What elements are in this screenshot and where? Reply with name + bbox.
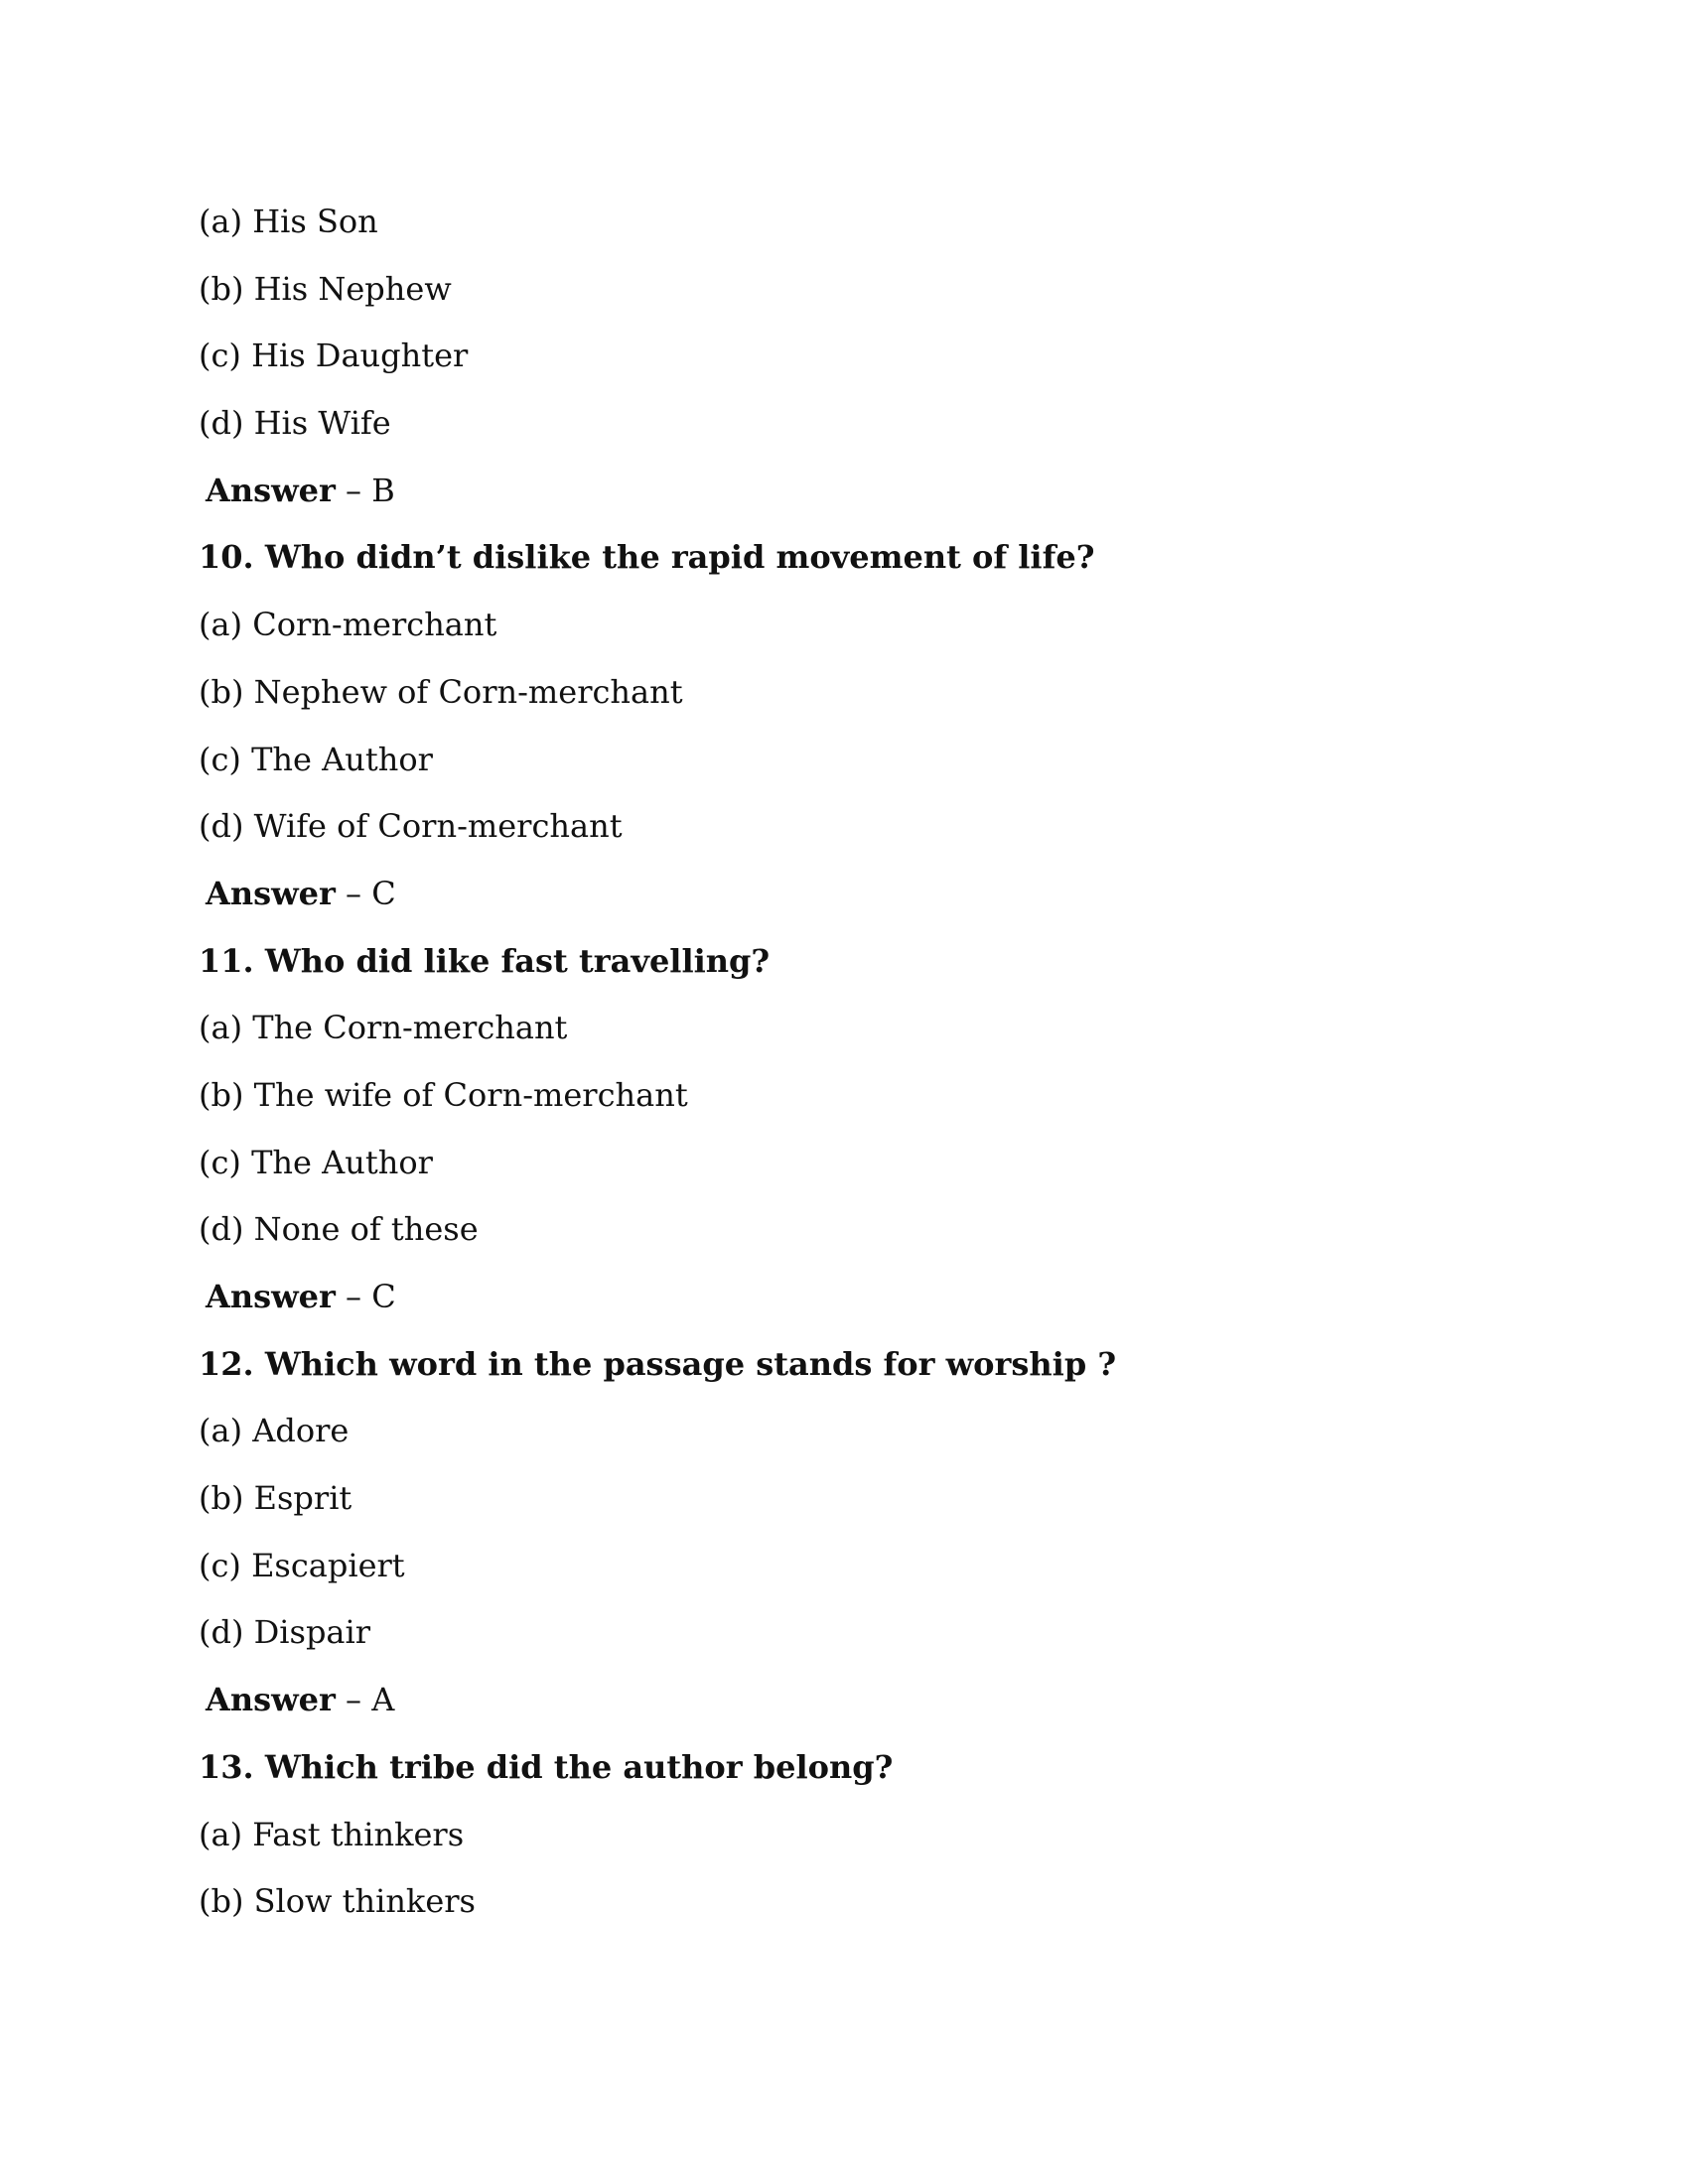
answer-line xyxy=(199,458,1489,525)
option: (c) The Author xyxy=(199,1143,433,1181)
document-page xyxy=(199,189,1489,1936)
option: (b) Nephew of Corn-merchant xyxy=(199,672,683,711)
answer-label: Answer xyxy=(206,874,336,912)
option: (a) His Son xyxy=(199,203,378,240)
option: (b) The wife of Corn-merchant xyxy=(199,1075,688,1114)
option: (a) Fast thinkers xyxy=(199,1815,465,1853)
option: (d) Wife of Corn-merchant xyxy=(199,807,623,846)
answer-value: A xyxy=(371,1681,395,1719)
question-text: 12. Which word in the passage stands for worship ? xyxy=(199,1344,1117,1383)
answer-separator: – xyxy=(335,1278,372,1315)
answer-value: C xyxy=(371,1278,396,1315)
option: (d) None of these xyxy=(199,1210,479,1249)
option: (d) His Wife xyxy=(199,404,391,443)
answer-value: B xyxy=(371,471,395,509)
option: (a) Corn-merchant xyxy=(199,606,497,644)
option: (c) His Daughter xyxy=(199,337,469,375)
question-text: 13. Which tribe did the author belong? xyxy=(199,1747,894,1786)
answer-line xyxy=(199,861,1489,928)
answer-line xyxy=(199,1667,1489,1734)
answer-separator: – xyxy=(335,471,372,509)
option: (a) The Corn-merchant xyxy=(199,1009,568,1047)
answer-line xyxy=(199,1264,1489,1331)
answer-value: C xyxy=(371,874,396,912)
option: (b) Esprit xyxy=(199,1479,352,1518)
question-text: 10. Who didn’t dislike the rapid movement of life? xyxy=(199,538,1095,577)
option: (b) His Nephew xyxy=(199,269,452,308)
answer-separator: – xyxy=(335,874,372,912)
answer-label: Answer xyxy=(206,1681,336,1719)
answer-separator: – xyxy=(335,1681,372,1719)
option: (c) Escapiert xyxy=(199,1546,405,1584)
option: (d) Dispair xyxy=(199,1613,371,1652)
answer-label: Answer xyxy=(206,471,336,509)
option: (c) The Author xyxy=(199,740,433,778)
option: (b) Slow thinkers xyxy=(199,1882,476,1921)
answer-label: Answer xyxy=(206,1278,336,1315)
question-text: 11. Who did like fast travelling? xyxy=(199,941,771,980)
option: (a) Adore xyxy=(199,1412,350,1450)
